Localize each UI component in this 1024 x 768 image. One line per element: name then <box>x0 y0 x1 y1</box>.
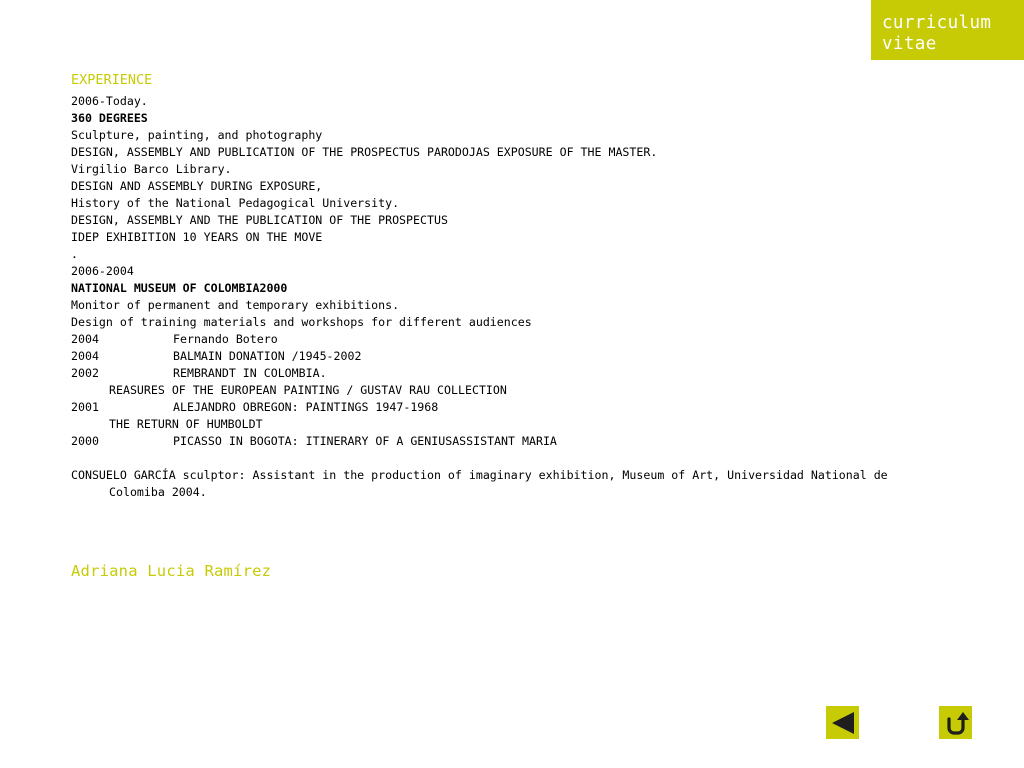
detail-line: Sculpture, painting, and photography <box>71 128 323 142</box>
detail-line: Virgilio Barco Library. <box>71 162 232 176</box>
spacer <box>71 450 971 467</box>
return-arrow-icon <box>943 710 969 736</box>
final-entry: CONSUELO GARCÍA sculptor: Assistant in the production of imaginary exhibition, Museum of Art, Universidad National de Colomiba 2004. <box>71 468 888 499</box>
org-360-degrees: 360 DEGREES <box>71 111 148 125</box>
exhibition-title: THE RETURN OF HUMBOLDT <box>109 417 263 431</box>
detail-line: IDEP EXHIBITION 10 YEARS ON THE MOVE <box>71 230 323 244</box>
badge-title-line1: curriculum <box>882 13 992 33</box>
section-heading: EXPERIENCE <box>71 72 153 88</box>
detail-line: DESIGN, ASSEMBLY AND PUBLICATION OF THE PROSPECTUS PARODOJAS EXPOSURE OF THE MASTER. <box>71 145 658 159</box>
return-button[interactable] <box>939 706 972 739</box>
exhibition-title: BALMAIN DONATION /1945-2002 <box>173 349 362 363</box>
exhibition-year: 2004 <box>71 349 99 363</box>
detail-line: Design of training materials and workshops for different audiences <box>71 315 532 329</box>
exhibition-year: 2004 <box>71 332 99 346</box>
exhibition-title: Fernando Botero <box>173 332 278 346</box>
detail-line: . <box>71 247 78 261</box>
detail-line: DESIGN, ASSEMBLY AND THE PUBLICATION OF THE PROSPECTUS <box>71 213 448 227</box>
badge-title-line2: vitae <box>882 34 937 54</box>
period-national-museum: 2006-2004 <box>71 264 134 278</box>
org-national-museum: NATIONAL MUSEUM OF COLOMBIA2000 <box>71 281 288 295</box>
exhibition-year: 2000 <box>71 434 99 448</box>
author-name: Adriana Lucia Ramírez <box>71 562 272 580</box>
left-triangle-icon <box>830 710 856 736</box>
detail-line: DESIGN AND ASSEMBLY DURING EXPOSURE, <box>71 179 323 193</box>
exhibition-title: PICASSO IN BOGOTA: ITINERARY OF A GENIUSASSISTANT MARIA <box>173 434 557 448</box>
exhibition-row <box>71 365 971 382</box>
exhibition-row <box>71 348 971 365</box>
detail-line: Monitor of permanent and temporary exhibitions. <box>71 298 400 312</box>
exhibition-year: 2002 <box>71 366 99 380</box>
exhibition-year: 2001 <box>71 400 99 414</box>
detail-line: History of the National Pedagogical University. <box>71 196 400 210</box>
exhibition-title: REASURES OF THE EUROPEAN PAINTING / GUSTAV RAU COLLECTION <box>109 383 507 397</box>
curriculum-vitae-badge <box>871 0 1024 60</box>
experience-section <box>71 72 971 501</box>
period-360-degrees: 2006-Today. <box>71 94 148 108</box>
exhibition-row <box>71 399 971 416</box>
exhibition-title: ALEJANDRO OBREGON: PAINTINGS 1947-1968 <box>173 400 439 414</box>
exhibition-continuation <box>71 382 971 399</box>
exhibition-title: REMBRANDT IN COLOMBIA. <box>173 366 327 380</box>
exhibition-row <box>71 331 971 348</box>
exhibition-continuation <box>71 416 971 433</box>
exhibition-row <box>71 433 971 450</box>
back-button[interactable] <box>826 706 859 739</box>
